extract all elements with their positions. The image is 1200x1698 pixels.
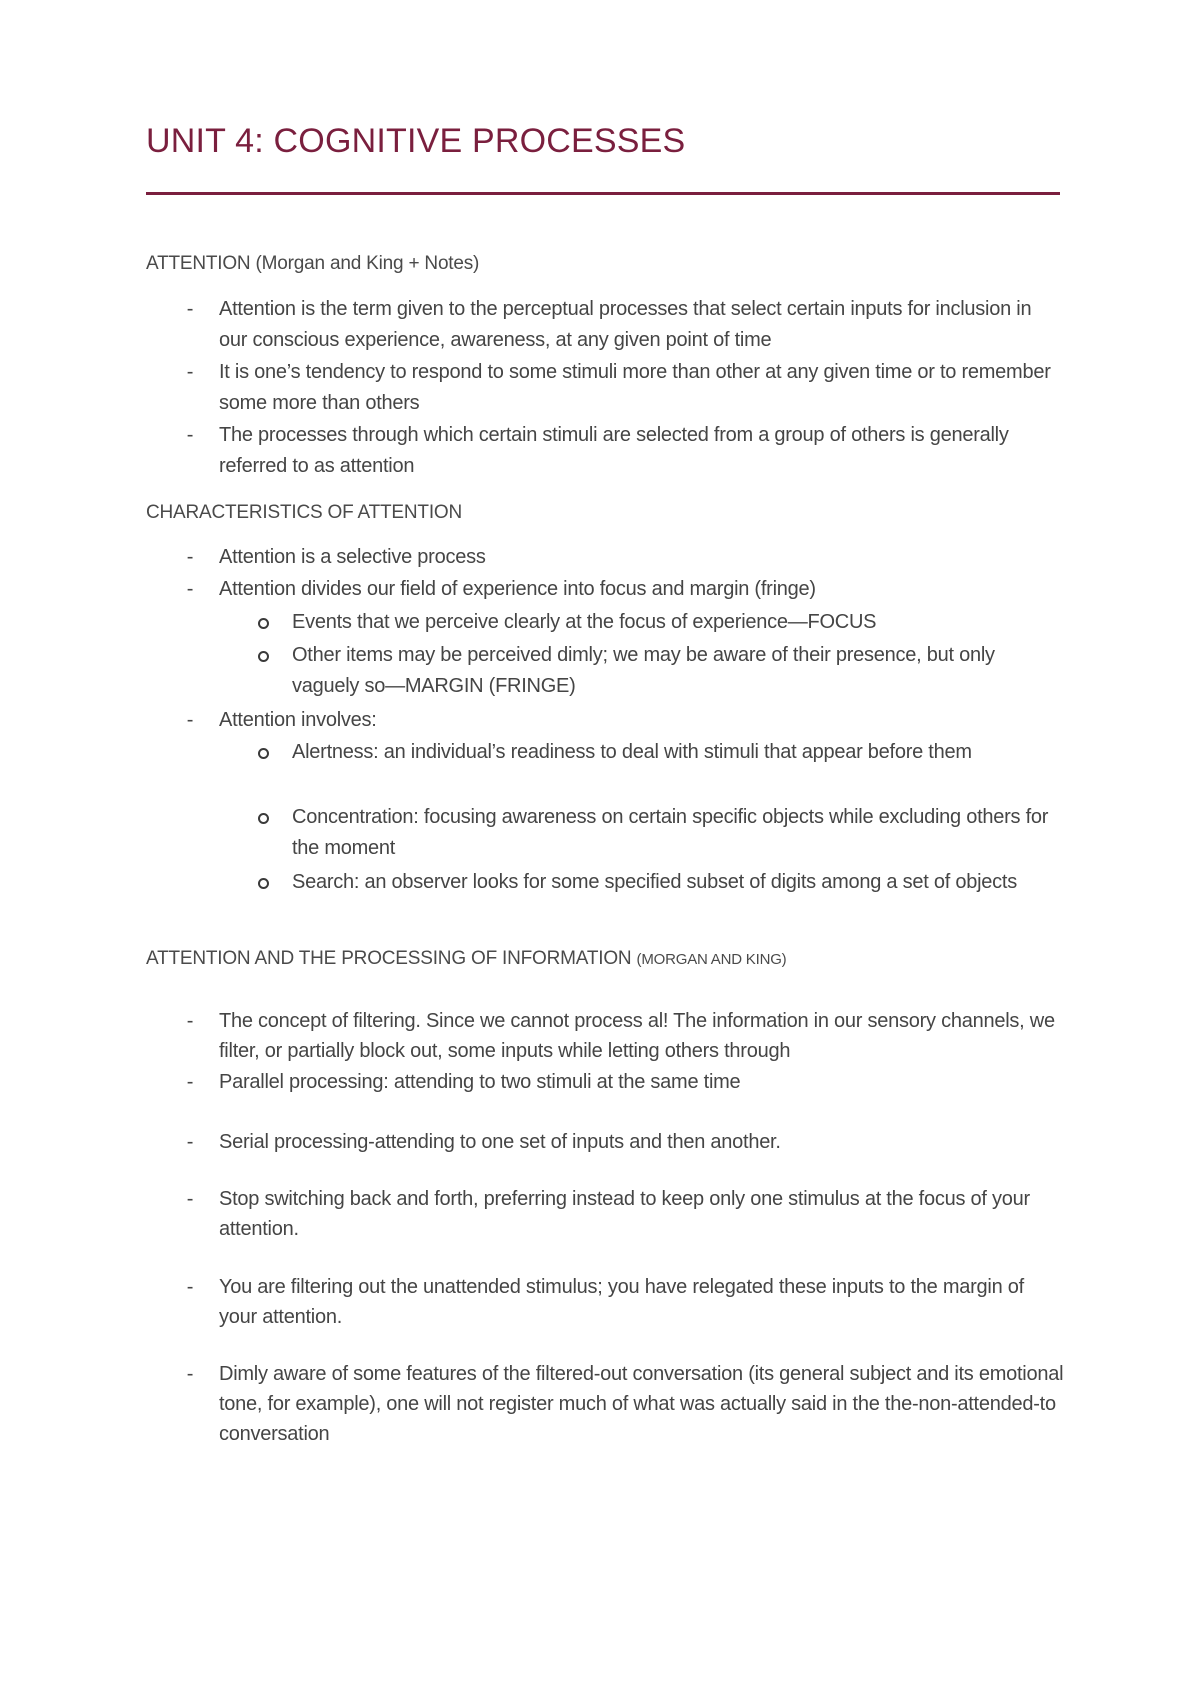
list-item-text: Stop switching back and forth, preferring instead to keep only one stimulus at the focus of your attention.	[219, 1188, 1030, 1240]
list-item-text: The concept of filtering. Since we cannot process al! The information in our sensory channels, we filter, or partially block out, some inputs while letting others through	[219, 1010, 1055, 1062]
dash-bullet: -	[186, 546, 194, 568]
dash-bullet: -	[186, 1276, 194, 1298]
circle-bullet-icon	[258, 878, 269, 889]
list-item-text: Serial processing-attending to one set of inputs and then another.	[219, 1131, 781, 1153]
dash-bullet: -	[186, 1188, 194, 1210]
dash-bullet: -	[186, 578, 194, 600]
list-item	[186, 294, 1064, 356]
dash-bullet: -	[186, 1071, 194, 1093]
dash-bullet: -	[186, 709, 194, 731]
list-item-text: Attention divides our field of experience into focus and margin (fringe)	[219, 578, 816, 600]
list-item-text: Attention is a selective process	[219, 546, 486, 568]
list-item	[186, 1067, 1064, 1097]
dash-bullet: -	[186, 1010, 194, 1032]
section-heading-text: ATTENTION AND THE PROCESSING OF INFORMATION	[146, 948, 632, 969]
list-item	[186, 1006, 1064, 1066]
dash-bullet: -	[186, 1131, 194, 1153]
sub-list-item	[292, 802, 1064, 864]
list-item-text: You are filtering out the unattended stimulus; you have relegated these inputs to the margin of your attention.	[219, 1276, 1024, 1328]
section-heading-attention: ATTENTION (Morgan and King + Notes)	[146, 253, 480, 274]
list-item-text: It is one’s tendency to respond to some stimuli more than other at any given time or to remember some more than others	[219, 361, 1051, 414]
sub-list-item	[292, 640, 1064, 702]
sub-list-item	[292, 737, 1064, 768]
circle-bullet-icon	[258, 748, 269, 759]
list-item	[186, 1184, 1064, 1244]
dash-bullet: -	[186, 1363, 194, 1385]
list-item-text: The processes through which certain stimuli are selected from a group of others is generally referred to as attention	[219, 424, 1009, 477]
list-item	[186, 542, 1064, 573]
circle-bullet-icon	[258, 813, 269, 824]
list-item	[186, 1272, 1064, 1332]
list-item	[186, 1359, 1064, 1449]
sub-list-item	[292, 867, 1064, 898]
circle-bullet-icon	[258, 618, 269, 629]
page-title: UNIT 4: COGNITIVE PROCESSES	[146, 122, 686, 160]
list-item-text: Attention involves:	[219, 709, 377, 731]
section-heading-processing	[146, 948, 786, 970]
list-item-text: Attention is the term given to the perceptual processes that select certain inputs for inclusion in our conscious experience, awareness, at any given point of time	[219, 298, 1032, 351]
section-heading-characteristics: CHARACTERISTICS OF ATTENTION	[146, 502, 463, 523]
list-item-text: Alertness: an individual’s readiness to deal with stimuli that appear before them	[292, 741, 972, 763]
sub-list-item	[292, 607, 1064, 638]
dash-bullet: -	[186, 424, 194, 446]
list-item-text: Events that we perceive clearly at the focus of experience—FOCUS	[292, 611, 877, 633]
list-item	[186, 705, 1064, 736]
list-item	[186, 1127, 1064, 1157]
list-item-text: Other items may be perceived dimly; we may be aware of their presence, but only vaguely so—MARGIN (FRINGE)	[292, 644, 995, 697]
list-item-text: Parallel processing: attending to two stimuli at the same time	[219, 1071, 741, 1093]
title-underline	[146, 192, 1060, 195]
list-item-text: Concentration: focusing awareness on certain specific objects while excluding others for the moment	[292, 806, 1049, 859]
section-heading-note: (MORGAN AND KING)	[636, 951, 787, 968]
list-item-text: Dimly aware of some features of the filtered-out conversation (its general subject and its emotional tone, for example), one will not register much of what was actually said in the the-non-attended-to conversation	[219, 1363, 1064, 1445]
list-item	[186, 357, 1064, 419]
list-item-text: Search: an observer looks for some specified subset of digits among a set of objects	[292, 871, 1017, 893]
list-item	[186, 574, 1064, 605]
list-item	[186, 420, 1064, 482]
circle-bullet-icon	[258, 651, 269, 662]
dash-bullet: -	[186, 361, 194, 383]
dash-bullet: -	[186, 298, 194, 320]
